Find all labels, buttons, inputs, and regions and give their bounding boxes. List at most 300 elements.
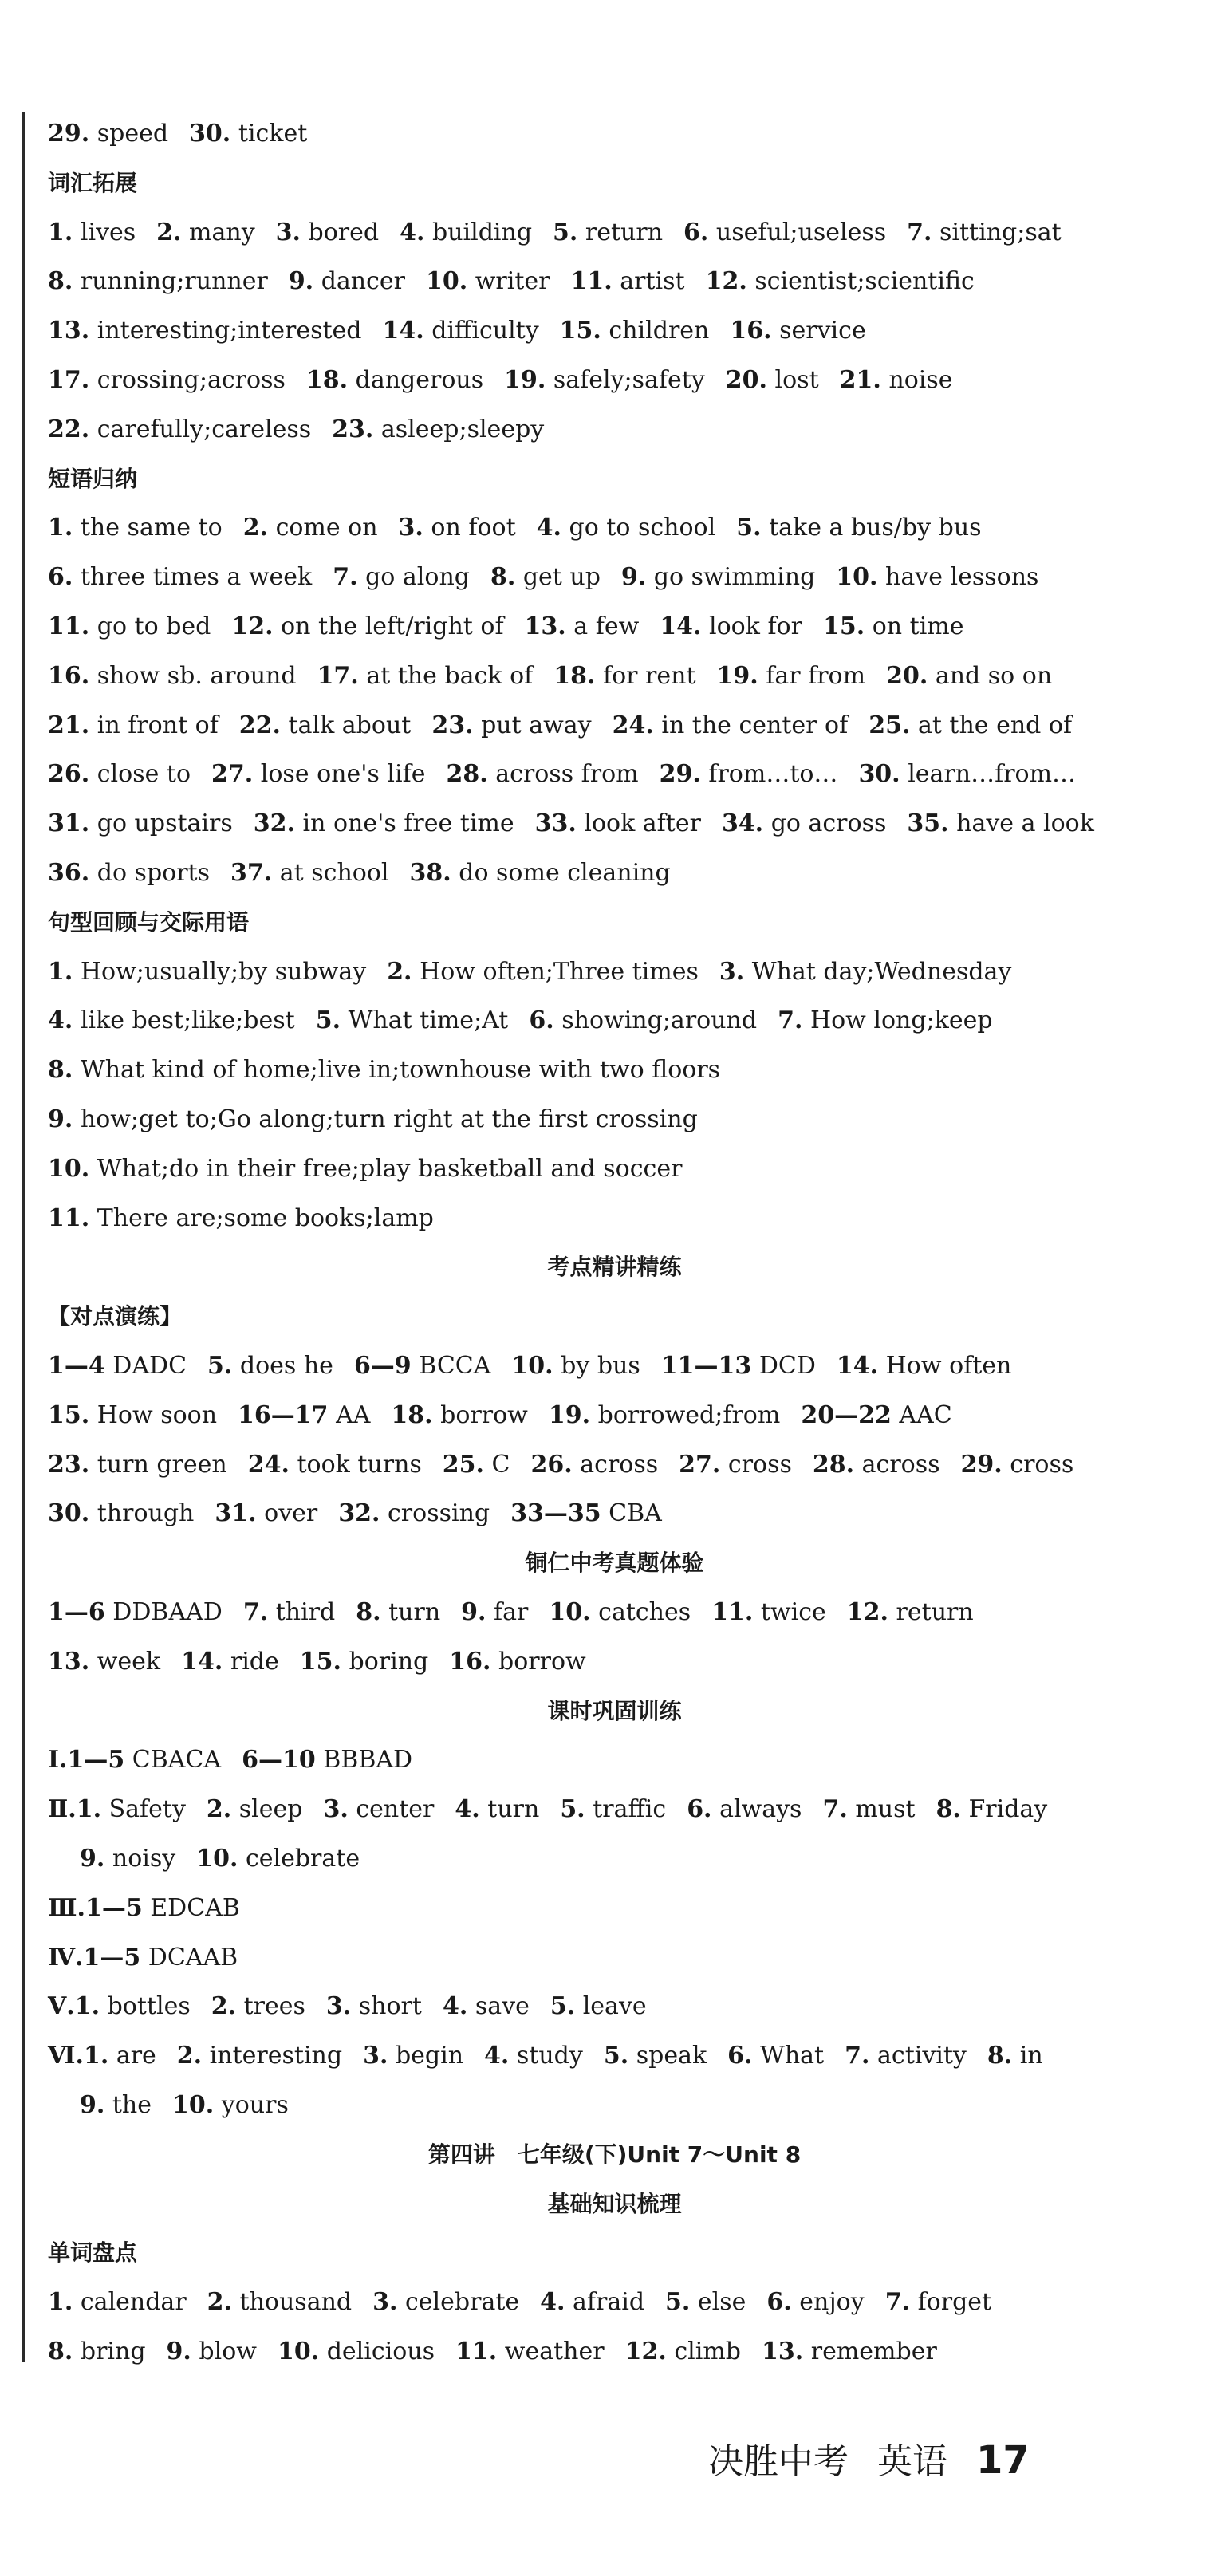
answer-item bbox=[886, 662, 1052, 690]
answer-item bbox=[289, 267, 405, 295]
answer-line bbox=[48, 364, 1133, 396]
question-number: 23. bbox=[431, 711, 474, 739]
answer-item bbox=[382, 317, 538, 345]
answer-text: like best;like;best bbox=[80, 1006, 295, 1034]
question-number: 17. bbox=[48, 366, 90, 394]
answer-text: difficulty bbox=[431, 317, 539, 345]
answer-text: scientist;scientific bbox=[754, 267, 975, 295]
question-number: 10. bbox=[48, 1155, 90, 1183]
answer-text: delicious bbox=[326, 2338, 435, 2365]
answer-item bbox=[813, 1451, 940, 1479]
question-number: Ⅰ.1—5 bbox=[48, 1746, 125, 1774]
answer-text: have a look bbox=[956, 809, 1094, 837]
answer-line bbox=[48, 1400, 1133, 1432]
question-number: 6—9 bbox=[353, 1352, 412, 1380]
question-number: 5. bbox=[665, 2288, 691, 2316]
answer-item bbox=[431, 711, 591, 739]
answer-text: third bbox=[275, 1598, 336, 1626]
answer-item bbox=[48, 1894, 240, 1922]
question-number: 30. bbox=[189, 120, 231, 148]
answer-text: leave bbox=[582, 1992, 647, 2020]
answer-text: bored bbox=[308, 219, 380, 246]
answer-line bbox=[48, 1005, 1133, 1037]
answer-text: afraid bbox=[573, 2288, 645, 2316]
book-title: 决胜中考 bbox=[708, 2441, 849, 2482]
question-number: 8. bbox=[48, 1056, 73, 1084]
answer-item bbox=[387, 958, 699, 986]
question-number: 6. bbox=[683, 219, 709, 246]
answer-text: in front of bbox=[97, 711, 219, 739]
answer-text: for rent bbox=[602, 662, 696, 690]
answer-text: celebrate bbox=[245, 1845, 360, 1873]
answer-item bbox=[823, 612, 964, 640]
answer-text: talk about bbox=[288, 711, 412, 739]
answer-text: on the left/right of bbox=[281, 612, 504, 640]
answer-item bbox=[243, 1598, 335, 1626]
answer-line bbox=[48, 1991, 1133, 2023]
answer-line bbox=[48, 1153, 1133, 1185]
answer-text: remember bbox=[810, 2338, 937, 2365]
answer-item bbox=[48, 366, 286, 394]
question-number: 19. bbox=[716, 662, 758, 690]
answer-item bbox=[48, 1746, 221, 1774]
answer-item bbox=[181, 1648, 279, 1676]
answer-item bbox=[706, 267, 975, 295]
answer-item bbox=[409, 859, 670, 887]
answer-text: How often;Three times bbox=[420, 958, 699, 986]
answer-text: DCAAB bbox=[148, 1944, 238, 1971]
question-number: 24. bbox=[612, 711, 654, 739]
answer-text: boring bbox=[349, 1648, 429, 1676]
answer-line bbox=[48, 512, 1133, 544]
question-number: 5. bbox=[315, 1006, 341, 1034]
section-heading: 第四讲 七年级(下)Unit 7～Unit 8 bbox=[427, 2141, 802, 2168]
answer-text: noise bbox=[888, 366, 953, 394]
answer-text: across bbox=[861, 1451, 940, 1479]
answer-item bbox=[560, 1795, 666, 1823]
question-number: 4. bbox=[455, 1795, 480, 1823]
answer-item bbox=[326, 1992, 422, 2020]
answer-line bbox=[48, 808, 1133, 840]
answer-line bbox=[80, 2090, 1133, 2121]
answer-text: go to school bbox=[569, 514, 716, 542]
answer-line bbox=[48, 1794, 1133, 1826]
answer-item bbox=[48, 1598, 223, 1626]
question-number: Ⅱ.1. bbox=[48, 1795, 102, 1823]
question-number: 5. bbox=[553, 219, 578, 246]
question-number: 5. bbox=[550, 1992, 576, 2020]
question-number: 10. bbox=[426, 267, 468, 295]
answer-line bbox=[48, 710, 1133, 742]
answer-item bbox=[48, 1944, 238, 1971]
answer-item bbox=[172, 2091, 289, 2119]
answer-item bbox=[446, 760, 638, 788]
answer-item bbox=[48, 2338, 146, 2365]
answer-item bbox=[661, 1352, 816, 1380]
answer-item bbox=[801, 1401, 951, 1429]
section-subheading: 短语归纳 bbox=[48, 466, 138, 492]
answer-item bbox=[354, 1352, 490, 1380]
question-number: 33. bbox=[534, 809, 577, 837]
question-number: 25. bbox=[442, 1451, 484, 1479]
answer-item bbox=[461, 1598, 528, 1626]
answer-item bbox=[961, 1451, 1074, 1479]
question-number: 25. bbox=[869, 711, 911, 739]
answer-text: go to bed bbox=[97, 612, 211, 640]
answer-text: lost bbox=[774, 366, 819, 394]
answer-line bbox=[48, 2286, 1133, 2318]
answer-item bbox=[207, 1352, 333, 1380]
question-number: 13. bbox=[762, 2338, 804, 2365]
answer-item bbox=[604, 2042, 707, 2070]
answer-item bbox=[48, 416, 311, 443]
question-number: 10. bbox=[196, 1845, 238, 1873]
question-number: 26. bbox=[48, 760, 90, 788]
question-number: 6—10 bbox=[242, 1746, 316, 1774]
answer-text: by bus bbox=[561, 1352, 640, 1380]
answer-line bbox=[48, 758, 1133, 790]
answer-item bbox=[48, 2042, 156, 2070]
answer-item bbox=[300, 1648, 428, 1676]
answer-line bbox=[48, 1942, 1133, 1974]
answer-item bbox=[987, 2042, 1043, 2070]
answer-item bbox=[936, 1795, 1048, 1823]
answer-text: BCCA bbox=[419, 1352, 491, 1380]
answer-item bbox=[726, 366, 819, 394]
answer-item bbox=[48, 317, 361, 345]
question-number: 22. bbox=[238, 711, 281, 739]
question-number: 35. bbox=[907, 809, 949, 837]
answer-item bbox=[177, 2042, 342, 2070]
answer-text: lives bbox=[80, 219, 136, 246]
question-number: 7. bbox=[778, 1006, 803, 1034]
question-number: 24. bbox=[247, 1451, 290, 1479]
page-footer bbox=[708, 2436, 1030, 2484]
answer-line bbox=[48, 956, 1133, 988]
answer-item bbox=[276, 219, 379, 246]
question-number: 8. bbox=[936, 1795, 961, 1823]
answer-item bbox=[490, 563, 601, 591]
question-number: 4. bbox=[484, 2042, 510, 2070]
answer-text: blow bbox=[199, 2338, 257, 2365]
question-number: 9. bbox=[461, 1598, 486, 1626]
answer-line bbox=[48, 1893, 1133, 1924]
answer-item bbox=[207, 1795, 303, 1823]
answer-item bbox=[207, 2288, 352, 2316]
question-number: 7. bbox=[242, 1598, 269, 1626]
answer-text: thousand bbox=[239, 2288, 353, 2316]
answer-text: running;runner bbox=[80, 267, 268, 295]
question-number: 31. bbox=[215, 1499, 257, 1527]
answer-text: a few bbox=[573, 612, 640, 640]
question-number: 23. bbox=[48, 1451, 90, 1479]
answer-text: What day;Wednesday bbox=[751, 958, 1012, 986]
question-number: 16—17 bbox=[238, 1401, 329, 1429]
question-number: 5. bbox=[603, 2042, 629, 2070]
question-number: 29. bbox=[48, 120, 90, 148]
answer-text: building bbox=[431, 219, 533, 246]
section-heading: 考点精讲精练 bbox=[547, 1254, 682, 1280]
answer-text: celebrate bbox=[405, 2288, 520, 2316]
section-heading: 铜仁中考真题体验 bbox=[525, 1550, 704, 1576]
question-number: 10. bbox=[511, 1352, 553, 1380]
answer-item bbox=[822, 1795, 915, 1823]
question-number: 1. bbox=[48, 2288, 73, 2316]
question-number: 4. bbox=[400, 219, 425, 246]
question-number: 6. bbox=[687, 1795, 712, 1823]
answer-text: artist bbox=[620, 267, 685, 295]
answer-text: far from bbox=[766, 662, 866, 690]
question-number: 11. bbox=[711, 1598, 754, 1626]
answer-item bbox=[455, 1795, 539, 1823]
answer-item bbox=[727, 2042, 824, 2070]
answer-text: borrow bbox=[498, 1648, 586, 1676]
question-number: Ⅴ.1. bbox=[48, 1992, 100, 2020]
answer-item bbox=[399, 514, 516, 542]
answer-item bbox=[239, 711, 412, 739]
answer-text: go along bbox=[365, 563, 470, 591]
answer-item bbox=[48, 1401, 217, 1429]
answer-item bbox=[48, 267, 268, 295]
answer-text: center bbox=[356, 1795, 435, 1823]
question-number: 12. bbox=[624, 2338, 667, 2365]
question-number: 5. bbox=[207, 1352, 233, 1380]
answer-item bbox=[511, 1352, 640, 1380]
answer-text: across from bbox=[495, 760, 639, 788]
question-number: 1. bbox=[48, 958, 73, 986]
question-number: 16. bbox=[48, 662, 90, 690]
question-number: 11. bbox=[570, 267, 613, 295]
answer-item bbox=[372, 2288, 519, 2316]
answer-item bbox=[847, 1598, 974, 1626]
answer-text: forget bbox=[917, 2288, 992, 2316]
question-number: 2. bbox=[206, 1795, 232, 1823]
answer-text: else bbox=[697, 2288, 746, 2316]
answer-item bbox=[762, 2338, 937, 2365]
question-number: 6. bbox=[727, 2042, 753, 2070]
question-number: 26. bbox=[530, 1451, 573, 1479]
answer-item bbox=[317, 662, 534, 690]
answer-text: at the back of bbox=[366, 662, 534, 690]
question-number: 19. bbox=[548, 1401, 591, 1429]
answer-line bbox=[48, 2336, 1133, 2368]
answer-text: come on bbox=[275, 514, 378, 542]
answer-item bbox=[537, 514, 716, 542]
answer-line bbox=[48, 1449, 1133, 1481]
answer-item bbox=[48, 563, 312, 591]
answer-text: dancer bbox=[321, 267, 405, 295]
answer-item bbox=[531, 1451, 659, 1479]
answer-line bbox=[48, 266, 1133, 297]
question-number: Ⅳ.1—5 bbox=[48, 1944, 141, 1971]
answer-text: week bbox=[97, 1648, 161, 1676]
answer-item bbox=[845, 2042, 967, 2070]
answer-text: DADC bbox=[112, 1352, 187, 1380]
question-number: 30. bbox=[858, 760, 900, 788]
answer-text: traffic bbox=[593, 1795, 667, 1823]
answer-text: crossing bbox=[388, 1499, 490, 1527]
question-number: 23. bbox=[332, 416, 374, 443]
answer-item bbox=[323, 1795, 434, 1823]
question-number: 1. bbox=[48, 514, 73, 542]
question-number: 20. bbox=[886, 662, 928, 690]
answer-item bbox=[621, 563, 815, 591]
answer-item bbox=[660, 612, 802, 640]
answer-item bbox=[426, 267, 550, 295]
section-subheading: 【对点演练】 bbox=[48, 1303, 183, 1329]
answer-item bbox=[766, 2288, 864, 2316]
answer-item bbox=[243, 514, 378, 542]
answer-text: cross bbox=[727, 1451, 792, 1479]
answer-item bbox=[230, 859, 388, 887]
answer-text: go upstairs bbox=[97, 809, 233, 837]
section-heading: 基础知识梳理 bbox=[547, 2191, 682, 2217]
answer-text: What kind of home;live in;townhouse with two floors bbox=[80, 1056, 721, 1084]
answer-text: in one's free time bbox=[302, 809, 514, 837]
answer-item bbox=[338, 1499, 490, 1527]
section-heading: 课时巩固训练 bbox=[547, 1698, 682, 1724]
answer-text: AA bbox=[336, 1401, 371, 1429]
question-number: 8. bbox=[48, 2338, 73, 2365]
answer-text: ride bbox=[230, 1648, 279, 1676]
answer-text: activity bbox=[877, 2042, 967, 2070]
answer-item bbox=[687, 1795, 802, 1823]
answer-text: go across bbox=[770, 809, 887, 837]
answer-item bbox=[535, 809, 701, 837]
answer-text: EDCAB bbox=[150, 1894, 240, 1922]
answer-item bbox=[560, 317, 710, 345]
answer-line bbox=[80, 1843, 1133, 1875]
answer-item bbox=[858, 760, 1076, 788]
answer-item bbox=[80, 2091, 152, 2119]
answer-text: turn bbox=[388, 1598, 441, 1626]
answer-line bbox=[48, 217, 1133, 249]
answer-text: How often bbox=[885, 1352, 1012, 1380]
question-number: 3. bbox=[372, 2288, 398, 2316]
answer-item bbox=[455, 2338, 605, 2365]
answer-item bbox=[840, 366, 953, 394]
question-number: 8. bbox=[48, 267, 73, 295]
question-number: 7. bbox=[333, 563, 358, 591]
question-number: 29. bbox=[659, 760, 701, 788]
answer-item bbox=[356, 1598, 440, 1626]
answer-item bbox=[549, 1401, 780, 1429]
answer-text: ticket bbox=[238, 120, 308, 148]
answer-text: through bbox=[97, 1499, 195, 1527]
answer-item bbox=[553, 662, 695, 690]
question-number: 18. bbox=[305, 366, 349, 394]
question-number: 2. bbox=[207, 2288, 232, 2316]
section-subheading: 单词盘点 bbox=[48, 2239, 138, 2266]
answer-text: and so on bbox=[935, 662, 1053, 690]
answer-item bbox=[679, 1451, 792, 1479]
answer-item bbox=[525, 612, 640, 640]
question-number: 36. bbox=[48, 859, 90, 887]
question-number: 30. bbox=[48, 1499, 90, 1527]
answer-item bbox=[254, 809, 514, 837]
answer-text: the bbox=[112, 2091, 152, 2119]
question-number: 32. bbox=[338, 1499, 380, 1527]
question-number: 6. bbox=[48, 563, 73, 591]
question-number: 3. bbox=[719, 958, 745, 986]
answer-item bbox=[549, 1598, 691, 1626]
question-number: 17. bbox=[317, 662, 359, 690]
answer-item bbox=[529, 1006, 757, 1034]
answer-item bbox=[625, 2338, 741, 2365]
answer-text: are bbox=[116, 2042, 156, 2070]
answer-item bbox=[48, 711, 219, 739]
question-number: 34. bbox=[721, 809, 764, 837]
question-number: 13. bbox=[48, 317, 90, 345]
question-number: 3. bbox=[275, 219, 301, 246]
answer-item bbox=[391, 1401, 527, 1429]
answer-text: safely;safety bbox=[553, 366, 705, 394]
question-number: 6. bbox=[529, 1006, 554, 1034]
answer-item bbox=[332, 416, 544, 443]
answer-item bbox=[907, 219, 1062, 246]
answer-item bbox=[48, 1499, 194, 1527]
answer-text: How soon bbox=[97, 1401, 218, 1429]
answer-item bbox=[167, 2338, 257, 2365]
answer-line bbox=[48, 1104, 1133, 1136]
answer-text: crossing;across bbox=[97, 366, 286, 394]
question-number: 9. bbox=[80, 2091, 105, 2119]
answer-text: DDBAAD bbox=[112, 1598, 223, 1626]
answer-text: get up bbox=[522, 563, 601, 591]
question-number: 14. bbox=[181, 1648, 223, 1676]
answer-item bbox=[48, 1795, 186, 1823]
answer-item bbox=[363, 2042, 463, 2070]
question-number: 18. bbox=[391, 1401, 433, 1429]
question-number: 7. bbox=[822, 1795, 848, 1823]
question-number: 27. bbox=[679, 1451, 721, 1479]
answer-text: carefully;careless bbox=[97, 416, 312, 443]
page-number: 17 bbox=[976, 2438, 1030, 2483]
answer-text: interesting;interested bbox=[97, 317, 362, 345]
question-number: 2. bbox=[387, 958, 412, 986]
question-number: 10. bbox=[277, 2338, 320, 2365]
answer-text: go swimming bbox=[653, 563, 816, 591]
question-number: 16. bbox=[730, 317, 772, 345]
answer-text: noisy bbox=[112, 1845, 176, 1873]
answer-text: learn…from… bbox=[908, 760, 1077, 788]
question-number: 5. bbox=[560, 1795, 585, 1823]
answer-item bbox=[660, 760, 838, 788]
answer-item bbox=[48, 514, 223, 542]
question-number: 20. bbox=[725, 366, 767, 394]
answer-text: bottles bbox=[107, 1992, 191, 2020]
answer-item bbox=[242, 1746, 412, 1774]
answer-item bbox=[443, 1992, 530, 2020]
answer-text: sitting;sat bbox=[939, 219, 1062, 246]
question-number: 19. bbox=[504, 366, 546, 394]
answer-item bbox=[306, 366, 483, 394]
question-number: 29. bbox=[960, 1451, 1003, 1479]
question-number: 3. bbox=[398, 514, 423, 542]
answer-line bbox=[48, 2040, 1133, 2072]
answer-text: turn green bbox=[97, 1451, 227, 1479]
question-number: Ⅲ.1—5 bbox=[48, 1894, 143, 1922]
answer-item bbox=[211, 1992, 305, 2020]
question-number: 7. bbox=[884, 2288, 911, 2316]
question-number: 13. bbox=[524, 612, 566, 640]
answer-text: the same to bbox=[80, 514, 223, 542]
answer-text: writer bbox=[475, 267, 550, 295]
question-number: 7. bbox=[845, 2042, 870, 2070]
answer-text: How;usually;by subway bbox=[80, 958, 367, 986]
answer-text: What;do in their free;play basketball and soccer bbox=[97, 1155, 683, 1183]
question-number: 9. bbox=[620, 563, 647, 591]
